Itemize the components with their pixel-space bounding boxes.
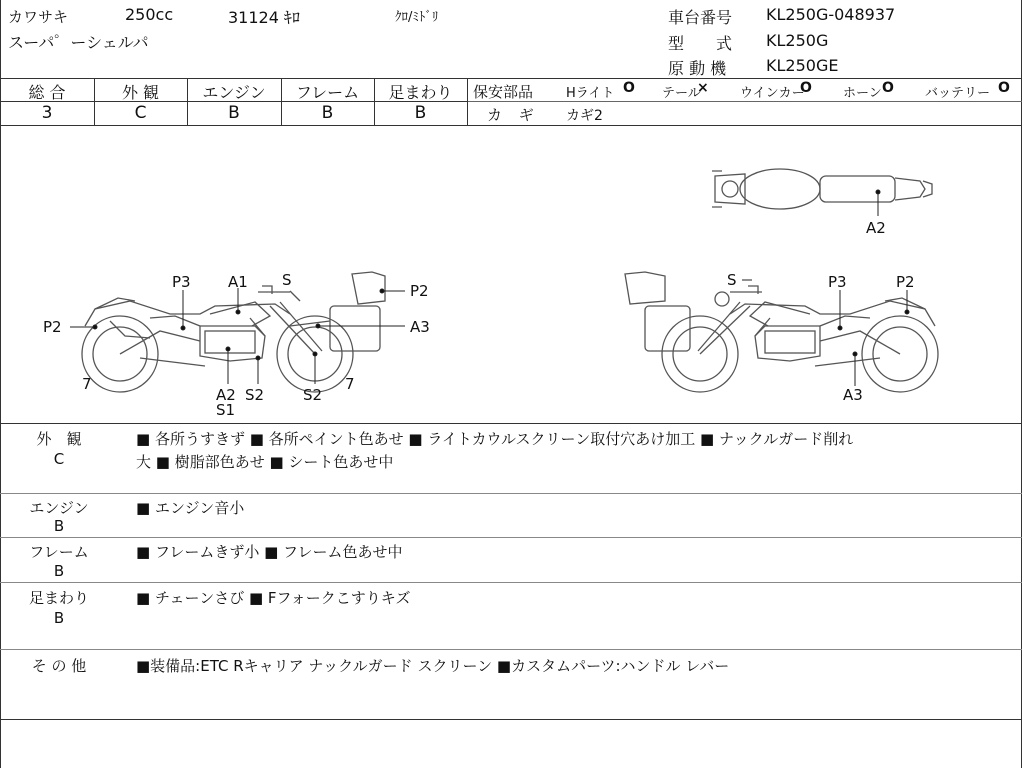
key-value: カギ2 bbox=[566, 108, 603, 124]
section-text-line1: ■ フレームきず小 ■ フレーム色あせ中 bbox=[136, 543, 403, 561]
section-text-line1: ■ チェーンさび ■ Fフォークこすりキズ bbox=[136, 589, 411, 607]
color: ｸﾛ/ﾐﾄﾞﾘ bbox=[395, 10, 439, 25]
grade-header-exterior: 外 観 bbox=[121, 83, 160, 102]
grade-value-suspension: B bbox=[414, 103, 427, 123]
bike-top-view-diagram bbox=[712, 169, 932, 209]
safety-item-horn: ホーン bbox=[843, 86, 882, 101]
section-label: フレーム bbox=[29, 543, 89, 561]
section-grade: B bbox=[53, 609, 65, 627]
diagram-label-7-rear: 7 bbox=[345, 375, 355, 393]
safety-mark-battery: O bbox=[998, 80, 1010, 96]
diagram-label-right-p3: P3 bbox=[828, 273, 847, 291]
grade-value-overall: 3 bbox=[41, 103, 53, 123]
safety-mark-winker: O bbox=[800, 80, 812, 96]
maker: カワサキ bbox=[8, 8, 69, 26]
section-divider bbox=[0, 649, 1022, 650]
safety-mark-headlight: O bbox=[623, 80, 635, 96]
diagram-label-right-s: S bbox=[727, 271, 737, 289]
diagram-label-a1: A1 bbox=[228, 273, 248, 291]
bike-right-side-diagram bbox=[625, 272, 938, 392]
section-text-line2: 大 ■ 樹脂部色あせ ■ シート色あせ中 bbox=[136, 453, 394, 471]
diagram-label-a3: A3 bbox=[410, 318, 430, 336]
section-divider bbox=[0, 493, 1022, 494]
grade-header-suspension: 足まわり bbox=[388, 83, 453, 102]
model-name: スーパ゜ーシェルパ bbox=[8, 33, 149, 52]
diagram-label-a2: A2 bbox=[216, 386, 236, 404]
diagram-label-right-a3: A3 bbox=[843, 386, 863, 404]
key-label: カ ギ bbox=[487, 106, 540, 124]
grades-divider bbox=[467, 78, 468, 125]
grade-value-engine: B bbox=[228, 103, 240, 123]
safety-item-battery: バッテリー bbox=[925, 86, 991, 101]
diagram-label-p2-front: P2 bbox=[43, 318, 62, 336]
grade-value-frame: B bbox=[321, 103, 334, 123]
section-divider bbox=[0, 582, 1022, 583]
engine: KL250GE bbox=[766, 56, 839, 75]
safety-mark-horn: O bbox=[882, 80, 894, 96]
section-divider bbox=[0, 537, 1022, 538]
section-grade: B bbox=[53, 562, 65, 580]
grade-header-engine: エンジン bbox=[202, 83, 266, 102]
damage-diagram bbox=[0, 126, 1022, 423]
diagram-label-s2: S2 bbox=[245, 386, 265, 404]
mileage: 31124 ｷﾛ bbox=[228, 8, 300, 27]
diagram-label-top-a2: A2 bbox=[866, 219, 886, 237]
safety-mid-line bbox=[468, 101, 1022, 102]
diagram-label-p3: P3 bbox=[172, 273, 191, 291]
section-text-line1: ■ エンジン音小 bbox=[136, 499, 245, 517]
safety-label: 保安部品 bbox=[473, 83, 534, 101]
model: KL250G bbox=[766, 31, 829, 50]
engine-label: 原 動 機 bbox=[668, 59, 727, 78]
frame-no-label: 車台番号 bbox=[668, 8, 733, 27]
section-label: エンジン bbox=[29, 499, 89, 517]
diagram-label-s: S bbox=[282, 271, 292, 289]
safety-mark-tail: × bbox=[697, 80, 709, 96]
safety-item-tail: テール bbox=[662, 86, 701, 101]
model-label: 型 式 bbox=[668, 34, 733, 53]
section-text-line1: ■ 各所うすきず ■ 各所ペイント色あせ ■ ライトカウルスクリーン取付穴あけ加工 ■ ナックルガード削れ bbox=[136, 430, 854, 448]
diagram-label-s1: S1 bbox=[216, 401, 236, 419]
grade-header-frame: フレーム bbox=[295, 83, 360, 102]
safety-item-winker: ウインカー bbox=[740, 86, 805, 101]
grade-header-overall: 総 合 bbox=[28, 83, 66, 102]
diagram-label-p2-rear: P2 bbox=[410, 282, 429, 300]
section-grade: C bbox=[53, 450, 65, 468]
diagram-label-7-front: 7 bbox=[82, 375, 92, 393]
frame-no: KL250G-048937 bbox=[766, 5, 896, 24]
grade-value-exterior: C bbox=[134, 103, 147, 123]
diagram-label-right-p2: P2 bbox=[896, 273, 915, 291]
safety-item-headlight: Hライト bbox=[566, 86, 615, 101]
diagram-label-s2-rear: S2 bbox=[303, 386, 323, 404]
section-text-line1: ■装備品:ETC Rキャリア ナックルガード スクリーン ■カスタムパーツ:ハンドル レバー bbox=[136, 657, 730, 675]
section-grade: B bbox=[53, 517, 65, 535]
section-label: 外 観 bbox=[36, 430, 82, 448]
displacement: 250cc bbox=[125, 5, 174, 24]
section-bottom-line bbox=[0, 719, 1022, 720]
diagram-bottom-line bbox=[0, 423, 1022, 424]
section-label: そ の 他 bbox=[31, 657, 87, 675]
grades-top-line bbox=[0, 78, 1022, 79]
section-label: 足まわり bbox=[28, 589, 89, 607]
